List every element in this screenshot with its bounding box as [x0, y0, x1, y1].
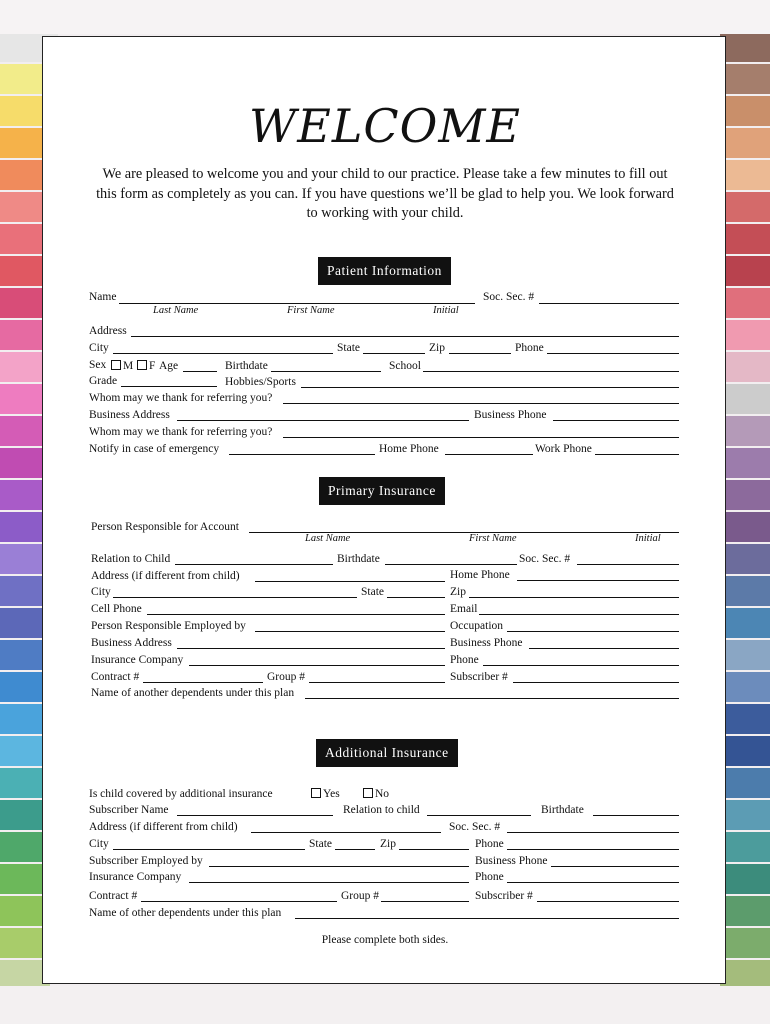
school-label: School: [389, 360, 421, 372]
phone-field[interactable]: [483, 665, 679, 666]
state-field[interactable]: [387, 597, 445, 598]
relation-field[interactable]: [427, 815, 531, 816]
responsible-label: Person Responsible for Account: [91, 521, 239, 533]
address-label: Address (if different from child): [91, 570, 240, 582]
checkbox-icon[interactable]: [137, 360, 147, 370]
city-field[interactable]: [113, 849, 305, 850]
pencil: [720, 288, 770, 318]
referral2-field[interactable]: [283, 437, 679, 438]
pencil: [720, 448, 770, 478]
work-phone-field[interactable]: [595, 454, 679, 455]
first-name-caption: First Name: [469, 533, 517, 544]
state-label: State: [309, 838, 332, 850]
subscriber-field[interactable]: [513, 682, 679, 683]
bottom-strip: [0, 986, 770, 1024]
business-phone-label: Business Phone: [475, 855, 548, 867]
business-phone-label: Business Phone: [450, 637, 523, 649]
state-label: State: [337, 342, 360, 354]
city-field[interactable]: [113, 597, 357, 598]
contract-field[interactable]: [141, 901, 337, 902]
pencil: [720, 256, 770, 286]
pencil: [720, 128, 770, 158]
business-phone-field[interactable]: [551, 866, 679, 867]
checkbox-icon[interactable]: [311, 788, 321, 798]
soc-sec-field[interactable]: [577, 564, 679, 565]
contract-label: Contract #: [91, 671, 140, 683]
soc-sec-field[interactable]: [539, 303, 679, 304]
zip-label: Zip: [450, 586, 466, 598]
city-label: City: [89, 342, 109, 354]
phone-label: Phone: [450, 654, 479, 666]
pencil: [720, 832, 770, 862]
section-patient-information: Patient Information: [318, 257, 451, 285]
hobbies-label: Hobbies/Sports: [225, 376, 296, 388]
city-label: City: [91, 586, 111, 598]
pencil: [720, 704, 770, 734]
emergency-field[interactable]: [229, 454, 375, 455]
contract-label: Contract #: [89, 890, 138, 902]
relation-field[interactable]: [175, 564, 333, 565]
name-field[interactable]: [119, 303, 475, 304]
pencil: [720, 736, 770, 766]
occupation-field[interactable]: [507, 631, 679, 632]
birthdate-label: Birthdate: [541, 804, 584, 816]
dependents-field[interactable]: [295, 918, 679, 919]
footer-note: Please complete both sides.: [321, 934, 449, 946]
pencil: [720, 896, 770, 926]
dependents-label: Name of another dependents under this plan: [91, 687, 295, 699]
sex-f-option[interactable]: F: [137, 360, 155, 373]
pencil: [720, 192, 770, 222]
section-primary-insurance: Primary Insurance: [319, 477, 445, 505]
group-field[interactable]: [381, 901, 469, 902]
initial-caption: Initial: [635, 533, 661, 544]
address-field[interactable]: [131, 336, 679, 337]
address-field[interactable]: [255, 581, 445, 582]
referral-field[interactable]: [283, 403, 679, 404]
top-strip: [0, 0, 770, 34]
zip-field[interactable]: [399, 849, 469, 850]
subscriber-label: Subscriber #: [475, 890, 533, 902]
last-name-caption: Last Name: [305, 533, 351, 544]
zip-label: Zip: [380, 838, 396, 850]
sex-label: Sex: [89, 359, 107, 371]
state-label: State: [361, 586, 384, 598]
phone2-field[interactable]: [507, 882, 679, 883]
pencil: [720, 32, 770, 62]
employed-field[interactable]: [209, 866, 469, 867]
subscriber-name-label: Subscriber Name: [89, 804, 169, 816]
checkbox-icon[interactable]: [363, 788, 373, 798]
first-name-caption: First Name: [287, 305, 335, 316]
school-field[interactable]: [423, 371, 679, 372]
email-label: Email: [450, 603, 478, 615]
state-field[interactable]: [363, 353, 425, 354]
business-phone-field[interactable]: [553, 420, 679, 421]
home-phone-field[interactable]: [445, 454, 533, 455]
contract-field[interactable]: [143, 682, 263, 683]
relation-label: Relation to child: [343, 804, 420, 816]
phone-label: Phone: [515, 342, 544, 354]
insurance-company-field[interactable]: [189, 882, 469, 883]
cell-phone-label: Cell Phone: [91, 603, 142, 615]
page-title: WELCOME: [249, 99, 521, 153]
intro-text: We are pleased to welcome you and your child to our practice. Please take a few minutes to fill out this form as completely as you can. If you have questions we’ll be glad to help you. We look forward to working with your child.: [96, 166, 674, 221]
dependents-field[interactable]: [305, 698, 679, 699]
pencil: [720, 768, 770, 798]
emergency-label: Notify in case of emergency: [89, 443, 220, 455]
subscriber-field[interactable]: [537, 901, 679, 902]
state-field[interactable]: [335, 849, 375, 850]
pencil: [720, 576, 770, 606]
pencil: [720, 160, 770, 190]
group-label: Group #: [267, 671, 306, 683]
pencil: [720, 352, 770, 382]
phone-field[interactable]: [507, 849, 679, 850]
name-label: Name: [89, 291, 117, 303]
city-field[interactable]: [113, 353, 333, 354]
employed-label: Person Responsible Employed by: [91, 620, 246, 632]
sex-m-option[interactable]: M: [111, 360, 133, 373]
pencil: [720, 416, 770, 446]
group-label: Group #: [341, 890, 380, 902]
business-address-label: Business Address: [89, 409, 170, 421]
email-field[interactable]: [479, 614, 679, 615]
address-field[interactable]: [251, 832, 441, 833]
phone-field[interactable]: [547, 353, 679, 354]
pencil: [720, 224, 770, 254]
pencil: [720, 512, 770, 542]
subscriber-name-field[interactable]: [177, 815, 333, 816]
home-phone-label: Home Phone: [379, 443, 439, 455]
birthdate-field[interactable]: [385, 564, 517, 565]
form-page: [42, 36, 726, 984]
phone2-label: Phone: [475, 871, 504, 883]
dependents-label: Name of other dependents under this plan: [89, 907, 282, 919]
pencil: [720, 640, 770, 670]
covered-no-option[interactable]: No: [363, 788, 389, 801]
soc-sec-field[interactable]: [507, 832, 679, 833]
age-field[interactable]: [183, 371, 217, 372]
business-address-field[interactable]: [177, 648, 445, 649]
business-phone-label: Business Phone: [474, 409, 547, 421]
pencil: [720, 864, 770, 894]
hobbies-field[interactable]: [301, 387, 679, 388]
pencil: [720, 608, 770, 638]
checkbox-icon[interactable]: [111, 360, 121, 370]
initial-caption: Initial: [433, 305, 459, 316]
zip-label: Zip: [429, 342, 445, 354]
section-additional-insurance: Additional Insurance: [316, 739, 458, 767]
employed-field[interactable]: [255, 631, 445, 632]
pencil: [720, 928, 770, 958]
pencil: [720, 320, 770, 350]
relation-label: Relation to Child: [91, 553, 171, 565]
address-label: Address: [89, 325, 127, 337]
pencil: [720, 480, 770, 510]
birthdate-field[interactable]: [593, 815, 679, 816]
zip-field[interactable]: [469, 597, 679, 598]
covered-label: Is child covered by additional insurance: [89, 788, 273, 800]
home-phone-field[interactable]: [517, 580, 679, 581]
referral-label: Whom may we thank for referring you?: [89, 392, 273, 404]
soc-sec-label: Soc. Sec. #: [483, 291, 535, 303]
business-phone-field[interactable]: [529, 648, 679, 649]
pencil: [720, 384, 770, 414]
insurance-company-label: Insurance Company: [91, 654, 184, 666]
subscriber-label: Subscriber #: [450, 671, 508, 683]
employed-label: Subscriber Employed by: [89, 855, 203, 867]
grade-field[interactable]: [121, 386, 217, 387]
pencil: [720, 800, 770, 830]
group-field[interactable]: [309, 682, 445, 683]
business-address-field[interactable]: [177, 420, 469, 421]
business-address-label: Business Address: [91, 637, 172, 649]
address-label: Address (if different from child): [89, 821, 238, 833]
birthdate-field[interactable]: [271, 371, 381, 372]
insurance-company-field[interactable]: [189, 665, 445, 666]
city-label: City: [89, 838, 109, 850]
occupation-label: Occupation: [450, 620, 504, 632]
referral2-label: Whom may we thank for referring you?: [89, 426, 273, 438]
birthdate-label: Birthdate: [337, 553, 380, 565]
cell-phone-field[interactable]: [147, 614, 445, 615]
soc-sec-label: Soc. Sec. #: [519, 553, 571, 565]
phone-label: Phone: [475, 838, 504, 850]
home-phone-label: Home Phone: [450, 569, 510, 581]
work-phone-label: Work Phone: [535, 443, 592, 455]
grade-label: Grade: [89, 375, 118, 387]
soc-sec-label: Soc. Sec. #: [449, 821, 501, 833]
pencil: [720, 96, 770, 126]
pencil: [720, 672, 770, 702]
birthdate-label: Birthdate: [225, 360, 268, 372]
covered-yes-option[interactable]: Yes: [311, 788, 340, 801]
zip-field[interactable]: [449, 353, 511, 354]
age-label: Age: [159, 360, 179, 372]
pencil: [720, 544, 770, 574]
last-name-caption: Last Name: [153, 305, 199, 316]
pencil: [720, 64, 770, 94]
insurance-company-label: Insurance Company: [89, 871, 182, 883]
